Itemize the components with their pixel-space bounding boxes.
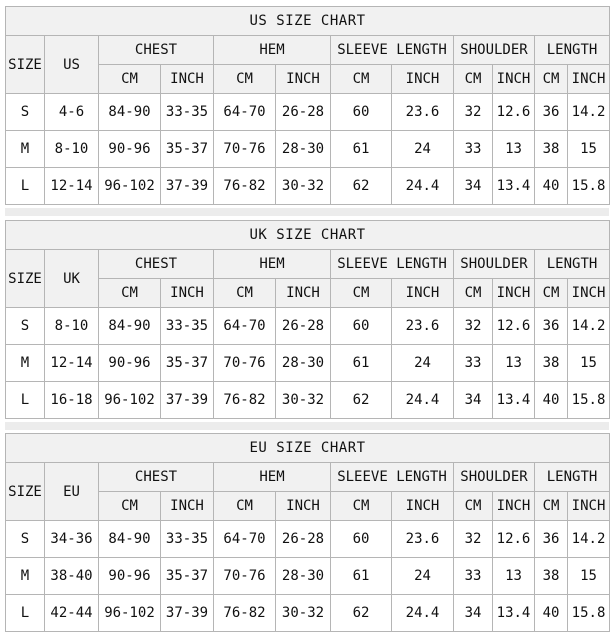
cell-sleeve-cm: 62	[331, 382, 392, 419]
uk-size-chart	[5, 220, 609, 419]
cell-length-cm: 38	[535, 131, 568, 168]
shoulder-header: SHOULDER	[454, 36, 535, 65]
hem-header: HEM	[214, 463, 331, 492]
cell-chest-inch: 33-35	[161, 94, 214, 131]
cell-sleeve-inch: 24	[392, 131, 454, 168]
cell-length-inch: 15.8	[568, 168, 610, 205]
cell-length-inch: 14.2	[568, 308, 610, 345]
cell-sleeve-inch: 24.4	[392, 595, 454, 632]
unit-cm-header: CM	[331, 279, 392, 308]
cell-length-inch: 15	[568, 131, 610, 168]
unit-inch-header: INCH	[161, 65, 214, 94]
unit-cm-header: CM	[331, 65, 392, 94]
cell-sleeve-inch: 24.4	[392, 382, 454, 419]
cell-sleeve-cm: 62	[331, 168, 392, 205]
cell-region: 4-6	[45, 94, 99, 131]
unit-cm-header: CM	[331, 492, 392, 521]
chest-header: CHEST	[99, 250, 214, 279]
size-header: SIZE	[6, 250, 45, 308]
chest-header: CHEST	[99, 463, 214, 492]
unit-cm-header: CM	[214, 492, 276, 521]
chart-divider	[5, 208, 609, 216]
cell-length-inch: 15.8	[568, 382, 610, 419]
unit-cm-header: CM	[454, 279, 493, 308]
cell-hem-inch: 26-28	[276, 521, 331, 558]
cell-region: 8-10	[45, 308, 99, 345]
cell-hem-inch: 28-30	[276, 131, 331, 168]
cell-shoulder-inch: 13.4	[493, 168, 535, 205]
table-row	[6, 595, 610, 632]
cell-chest-inch: 33-35	[161, 308, 214, 345]
table-row	[6, 94, 610, 131]
cell-region: 38-40	[45, 558, 99, 595]
unit-inch-header: INCH	[392, 279, 454, 308]
cell-hem-cm: 70-76	[214, 558, 276, 595]
cell-hem-inch: 26-28	[276, 94, 331, 131]
table-row	[6, 521, 610, 558]
cell-shoulder-cm: 32	[454, 521, 493, 558]
eu-size-table	[5, 433, 610, 632]
region-header: EU	[45, 463, 99, 521]
cell-sleeve-inch: 23.6	[392, 308, 454, 345]
chart-divider	[5, 422, 609, 430]
chart-title: UK SIZE CHART	[6, 221, 610, 250]
cell-hem-cm: 76-82	[214, 382, 276, 419]
table-row	[6, 308, 610, 345]
unit-inch-header: INCH	[161, 492, 214, 521]
us-size-table	[5, 6, 610, 205]
cell-shoulder-cm: 33	[454, 345, 493, 382]
cell-length-inch: 14.2	[568, 521, 610, 558]
length-header: LENGTH	[535, 36, 610, 65]
cell-region: 12-14	[45, 345, 99, 382]
cell-hem-cm: 64-70	[214, 94, 276, 131]
unit-inch-header: INCH	[276, 492, 331, 521]
unit-cm-header: CM	[535, 492, 568, 521]
cell-size: L	[6, 382, 45, 419]
cell-hem-cm: 70-76	[214, 131, 276, 168]
cell-hem-inch: 28-30	[276, 345, 331, 382]
length-header: LENGTH	[535, 463, 610, 492]
us-size-chart	[5, 6, 609, 205]
cell-hem-inch: 28-30	[276, 558, 331, 595]
shoulder-header: SHOULDER	[454, 463, 535, 492]
cell-shoulder-inch: 12.6	[493, 94, 535, 131]
cell-sleeve-cm: 60	[331, 94, 392, 131]
cell-length-cm: 36	[535, 308, 568, 345]
cell-chest-cm: 90-96	[99, 345, 161, 382]
unit-inch-header: INCH	[276, 65, 331, 94]
unit-cm-header: CM	[214, 65, 276, 94]
cell-chest-cm: 84-90	[99, 521, 161, 558]
cell-sleeve-inch: 24	[392, 558, 454, 595]
unit-inch-header: INCH	[568, 492, 610, 521]
unit-inch-header: INCH	[568, 65, 610, 94]
cell-sleeve-inch: 24	[392, 345, 454, 382]
cell-shoulder-inch: 12.6	[493, 521, 535, 558]
cell-length-cm: 40	[535, 168, 568, 205]
region-header: UK	[45, 250, 99, 308]
cell-chest-cm: 84-90	[99, 94, 161, 131]
table-row	[6, 168, 610, 205]
unit-inch-header: INCH	[276, 279, 331, 308]
cell-shoulder-cm: 34	[454, 382, 493, 419]
cell-length-inch: 15	[568, 558, 610, 595]
hem-header: HEM	[214, 250, 331, 279]
cell-chest-inch: 35-37	[161, 558, 214, 595]
unit-cm-header: CM	[214, 279, 276, 308]
cell-length-inch: 15.8	[568, 595, 610, 632]
cell-hem-cm: 64-70	[214, 308, 276, 345]
cell-region: 42-44	[45, 595, 99, 632]
unit-inch-header: INCH	[493, 279, 535, 308]
table-row	[6, 131, 610, 168]
cell-length-cm: 36	[535, 521, 568, 558]
cell-length-cm: 38	[535, 558, 568, 595]
cell-length-inch: 15	[568, 345, 610, 382]
unit-cm-header: CM	[454, 492, 493, 521]
cell-region: 16-18	[45, 382, 99, 419]
cell-length-cm: 40	[535, 595, 568, 632]
cell-shoulder-inch: 13	[493, 345, 535, 382]
cell-size: M	[6, 345, 45, 382]
unit-inch-header: INCH	[493, 492, 535, 521]
unit-cm-header: CM	[454, 65, 493, 94]
sleeve-length-header: SLEEVE LENGTH	[331, 463, 454, 492]
cell-size: L	[6, 168, 45, 205]
length-header: LENGTH	[535, 250, 610, 279]
cell-chest-cm: 90-96	[99, 131, 161, 168]
cell-region: 12-14	[45, 168, 99, 205]
sleeve-length-header: SLEEVE LENGTH	[331, 250, 454, 279]
cell-length-cm: 36	[535, 94, 568, 131]
cell-chest-inch: 37-39	[161, 168, 214, 205]
cell-hem-inch: 30-32	[276, 382, 331, 419]
unit-inch-header: INCH	[161, 279, 214, 308]
cell-hem-cm: 70-76	[214, 345, 276, 382]
cell-shoulder-cm: 33	[454, 558, 493, 595]
cell-shoulder-inch: 13	[493, 558, 535, 595]
cell-hem-cm: 76-82	[214, 595, 276, 632]
cell-chest-inch: 37-39	[161, 382, 214, 419]
cell-chest-cm: 96-102	[99, 595, 161, 632]
cell-size: S	[6, 94, 45, 131]
cell-sleeve-inch: 23.6	[392, 94, 454, 131]
unit-cm-header: CM	[535, 65, 568, 94]
cell-shoulder-inch: 13.4	[493, 595, 535, 632]
eu-size-chart	[5, 433, 609, 632]
cell-sleeve-cm: 61	[331, 131, 392, 168]
cell-region: 8-10	[45, 131, 99, 168]
cell-chest-cm: 96-102	[99, 168, 161, 205]
cell-shoulder-cm: 33	[454, 131, 493, 168]
unit-inch-header: INCH	[493, 65, 535, 94]
sleeve-length-header: SLEEVE LENGTH	[331, 36, 454, 65]
cell-hem-cm: 64-70	[214, 521, 276, 558]
cell-sleeve-inch: 24.4	[392, 168, 454, 205]
cell-shoulder-cm: 34	[454, 595, 493, 632]
chart-title: US SIZE CHART	[6, 7, 610, 36]
cell-length-cm: 38	[535, 345, 568, 382]
chest-header: CHEST	[99, 36, 214, 65]
size-header: SIZE	[6, 36, 45, 94]
uk-size-table	[5, 220, 610, 419]
shoulder-header: SHOULDER	[454, 250, 535, 279]
cell-size: M	[6, 131, 45, 168]
cell-chest-cm: 84-90	[99, 308, 161, 345]
cell-sleeve-cm: 62	[331, 595, 392, 632]
cell-chest-cm: 90-96	[99, 558, 161, 595]
cell-size: L	[6, 595, 45, 632]
cell-sleeve-cm: 61	[331, 558, 392, 595]
cell-chest-inch: 35-37	[161, 345, 214, 382]
cell-hem-inch: 30-32	[276, 595, 331, 632]
cell-shoulder-cm: 32	[454, 94, 493, 131]
unit-inch-header: INCH	[392, 65, 454, 94]
cell-hem-inch: 30-32	[276, 168, 331, 205]
cell-hem-inch: 26-28	[276, 308, 331, 345]
cell-sleeve-cm: 60	[331, 521, 392, 558]
chart-title: EU SIZE CHART	[6, 434, 610, 463]
cell-shoulder-cm: 34	[454, 168, 493, 205]
cell-size: S	[6, 308, 45, 345]
cell-chest-inch: 37-39	[161, 595, 214, 632]
cell-size: S	[6, 521, 45, 558]
unit-cm-header: CM	[99, 279, 161, 308]
unit-cm-header: CM	[99, 65, 161, 94]
cell-size: M	[6, 558, 45, 595]
cell-chest-inch: 35-37	[161, 131, 214, 168]
unit-cm-header: CM	[535, 279, 568, 308]
unit-inch-header: INCH	[568, 279, 610, 308]
cell-region: 34-36	[45, 521, 99, 558]
hem-header: HEM	[214, 36, 331, 65]
table-row	[6, 345, 610, 382]
cell-hem-cm: 76-82	[214, 168, 276, 205]
cell-sleeve-inch: 23.6	[392, 521, 454, 558]
cell-shoulder-inch: 12.6	[493, 308, 535, 345]
region-header: US	[45, 36, 99, 94]
cell-length-inch: 14.2	[568, 94, 610, 131]
table-row	[6, 382, 610, 419]
cell-chest-cm: 96-102	[99, 382, 161, 419]
cell-shoulder-cm: 32	[454, 308, 493, 345]
unit-inch-header: INCH	[392, 492, 454, 521]
cell-shoulder-inch: 13.4	[493, 382, 535, 419]
unit-cm-header: CM	[99, 492, 161, 521]
cell-sleeve-cm: 61	[331, 345, 392, 382]
table-row	[6, 558, 610, 595]
cell-shoulder-inch: 13	[493, 131, 535, 168]
size-header: SIZE	[6, 463, 45, 521]
cell-chest-inch: 33-35	[161, 521, 214, 558]
cell-sleeve-cm: 60	[331, 308, 392, 345]
cell-length-cm: 40	[535, 382, 568, 419]
